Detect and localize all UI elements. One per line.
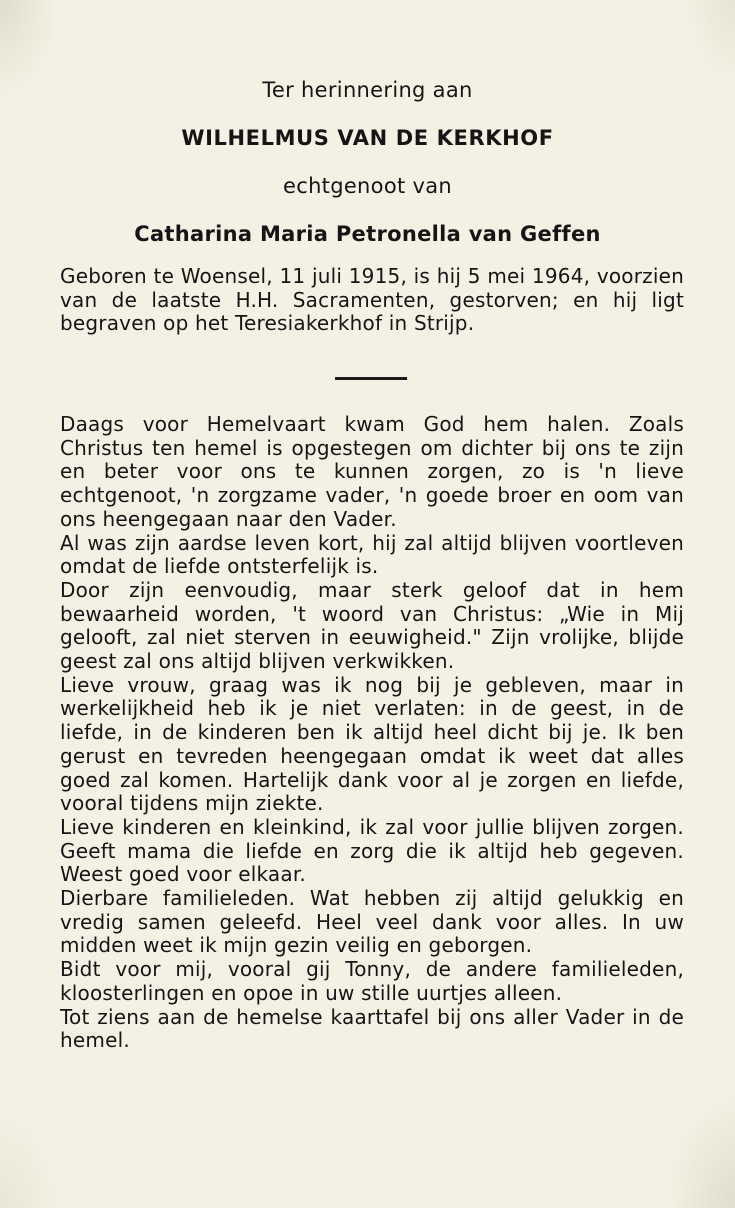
memorial-paragraph: Bidt voor mij, vooral gij Tonny, de andere familieleden, kloosterlingen en opoe in uw stille uurtjes alleen. [60,957,684,1005]
memorial-paragraph: Tot ziens aan de hemelse kaarttafel bij ons aller Vader in de hemel. [60,1004,684,1053]
divider-rule [335,377,407,380]
spouse-name: Catharina Maria Petronella van Geffen [134,222,601,246]
deceased-name: WILHELMUS VAN DE KERKHOF [181,126,554,150]
memorial-paragraph: Dierbare familieleden. Wat hebben zij altijd gelukkig en vredig samen geleefd. Heel veel dank voor alles. In uw midden weet ik mijn gezin veilig en geborgen. [60,886,684,958]
memorial-paragraph: Al was zijn aardse leven kort, hij zal altijd blijven voortleven omdat de liefde ontsterfelijk is. [60,530,684,579]
memorial-paragraph: Door zijn eenvoudig, maar sterk geloof dat in hem bewaarheid worden, 't woord van Christus: „Wie in Mij gelooft, zal niet sterven in eeuwigheid." Zijn vrolijke, blijde geest zal ons altijd blijven verkwikken. [60,577,684,674]
memorial-paragraph: Lieve vrouw, graag was ik nog bij je gebleven, maar in werkelijkheid heb ik je niet verlaten: in de geest, in de liefde, in de kinderen ben ik altijd heel dicht bij je. Ik ben gerust en tevreden heengegaan omdat ik weet dat alles goed zal komen. Hartelijk dank voor al je zorgen en liefde, vooral tijdens mijn ziekte. [60,672,684,816]
memorial-paragraph: Daags voor Hemelvaart kwam God hem halen. Zoals Christus ten hemel is opgestegen om dichter bij ons te zijn en beter voor ons te kunnen zorgen, zo is 'n lieve echtgenoot, 'n zorgzame vader, 'n goede broer en oom van ons heengegaan naar den Vader. [60,412,684,531]
spouse-label: echtgenoot van [283,174,452,198]
memorial-text [60,413,684,1053]
biography-text: Geboren te Woensel, 11 juli 1915, is hij 5 mei 1964, voorzien van de laatste H.H. Sacramenten, gestorven; en hij ligt begraven op het Teresiakerkhof in Strijp. [60,264,684,335]
intro-line: Ter herinnering aan [262,78,473,102]
memorial-paragraph: Lieve kinderen en kleinkind, ik zal voor jullie blijven zorgen. Geeft mama die liefde en zorg die ik altijd heb gegeven. Weest goed voor elkaar. [60,814,684,887]
